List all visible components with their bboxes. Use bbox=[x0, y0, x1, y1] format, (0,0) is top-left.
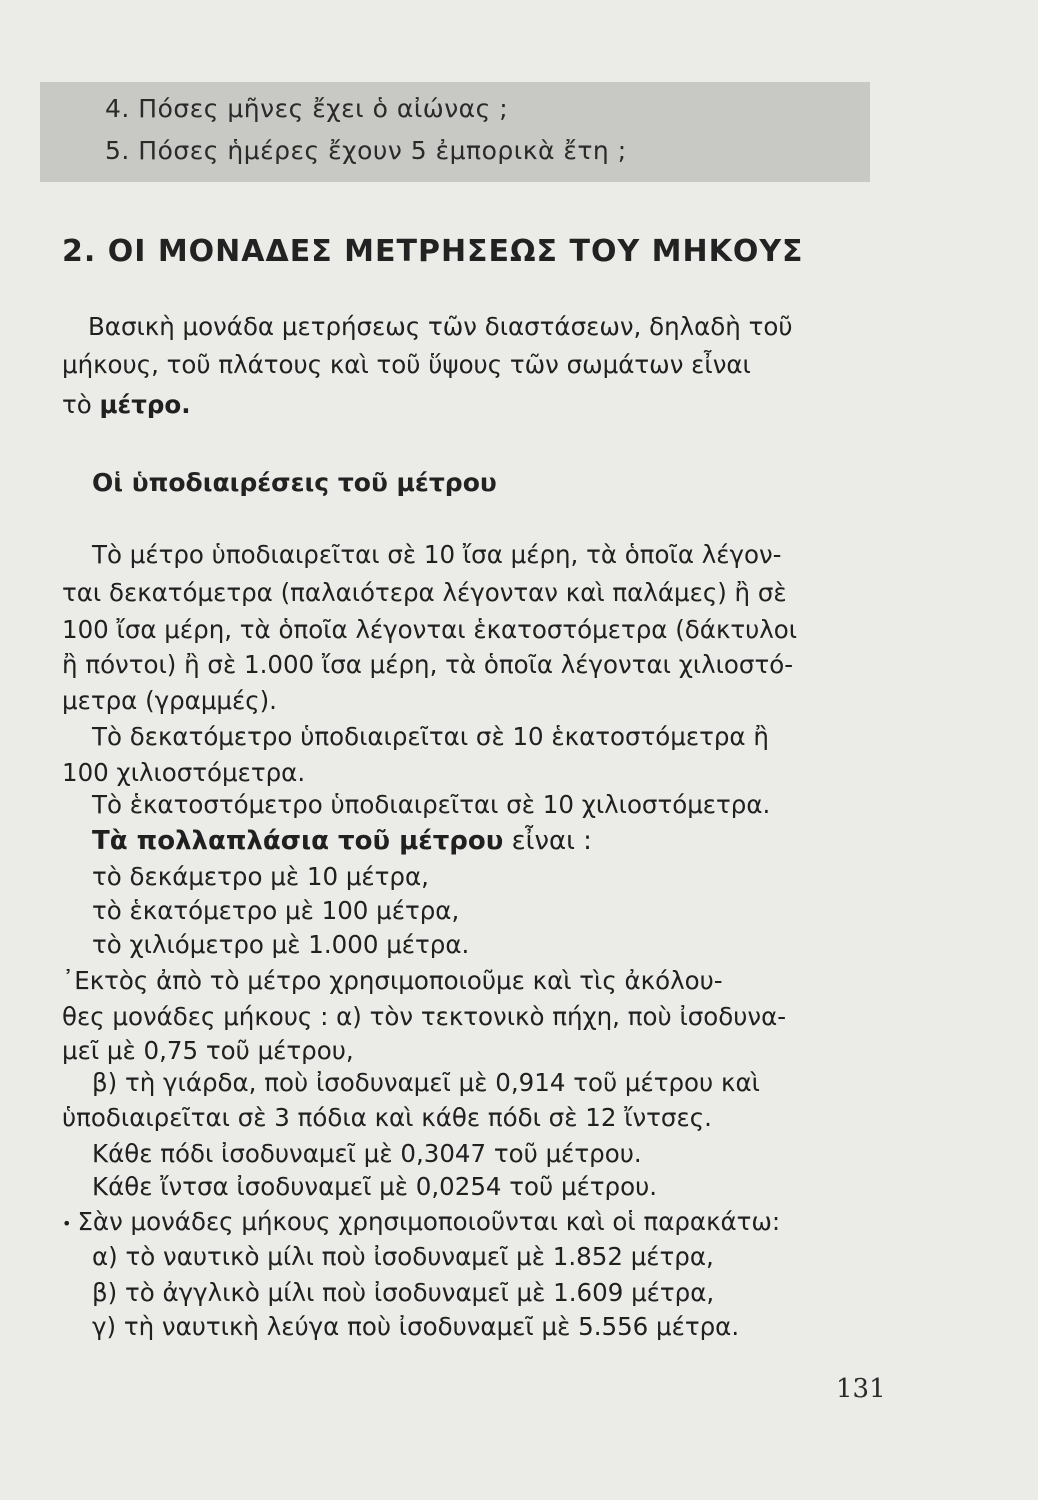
final-line-text: Σὰν μονάδες μήκους χρησιμοποιοῦνται καὶ οἱ παρακάτω: bbox=[77, 1207, 781, 1236]
final-line bbox=[62, 1207, 780, 1236]
body-line: 100 ἴσα μέρη, τὰ ὁποῖα λέγονται ἑκατοστόμετρα (δάκτυλοι bbox=[62, 615, 798, 644]
intro-line: μήκους, τοῦ πλάτους καὶ τοῦ ὕψους τῶν σωμάτων εἶναι bbox=[62, 350, 751, 379]
other-line: ὑποδιαιρεῖται σὲ 3 πόδια καὶ κάθε πόδι σὲ 12 ἴντσες. bbox=[62, 1103, 712, 1132]
intro-line bbox=[62, 390, 191, 419]
other-line: β) τὴ γιάρδα, ποὺ ἰσοδυναμεῖ μὲ 0,914 τοῦ μέτρου καὶ bbox=[92, 1068, 760, 1097]
other-line: θες μονάδες μήκους : α) τὸν τεκτονικὸ πήχη, ποὺ ἰσοδυνα- bbox=[62, 1002, 787, 1031]
subheading: Οἱ ὑποδιαιρέσεις τοῦ μέτρου bbox=[92, 468, 497, 497]
intro-line: Βασικὴ μονάδα μετρήσεως τῶν διαστάσεων, δηλαδὴ τοῦ bbox=[88, 312, 793, 341]
other-line: Κάθε πόδι ἰσοδυναμεῖ μὲ 0,3047 τοῦ μέτρου. bbox=[92, 1139, 642, 1168]
other-line: μεῖ μὲ 0,75 τοῦ μέτρου, bbox=[62, 1036, 354, 1065]
body-line: Τὸ μέτρο ὑποδιαιρεῖται σὲ 10 ἴσα μέρη, τὰ ὁποῖα λέγον- bbox=[92, 540, 782, 569]
other-line: ᾿Εκτὸς ἀπὸ τὸ μέτρο χρησιμοποιοῦμε καὶ τὶς ἀκόλου- bbox=[62, 966, 723, 995]
other-line: Κάθε ἴντσα ἰσοδυναμεῖ μὲ 0,0254 τοῦ μέτρου. bbox=[92, 1172, 658, 1201]
multiples-title bbox=[92, 826, 592, 856]
multiple-item: τὸ δεκάμετρο μὲ 10 μέτρα, bbox=[92, 862, 429, 891]
body-line: ται δεκατόμετρα (παλαιότερα λέγονταν καὶ παλάμες) ἢ σὲ bbox=[62, 578, 787, 607]
intro-prefix: τὸ bbox=[62, 390, 100, 419]
exercise-item: 5. Πόσες ἡμέρες ἔχουν 5 ἐμπορικὰ ἔτη ; bbox=[105, 136, 627, 165]
final-line: β) τὸ ἀγγλικὸ μίλι ποὺ ἰσοδυναμεῖ μὲ 1.609 μέτρα, bbox=[92, 1278, 715, 1307]
page-number: 131 bbox=[836, 1374, 886, 1404]
body-line: 100 χιλιοστόμετρα. bbox=[62, 758, 306, 787]
intro-bold-term: μέτρο. bbox=[99, 390, 191, 419]
multiples-title-rest: εἶναι : bbox=[503, 826, 592, 856]
multiple-item: τὸ χιλιόμετρο μὲ 1.000 μέτρα. bbox=[92, 930, 470, 959]
multiples-title-bold: Τὰ πολλαπλάσια τοῦ μέτρου bbox=[92, 826, 504, 856]
body-line: ἢ πόντοι) ἢ σὲ 1.000 ἴσα μέρη, τὰ ὁποῖα λέγονται χιλιοστό- bbox=[62, 650, 794, 679]
body-line: Τὸ δεκατόμετρο ὑποδιαιρεῖται σὲ 10 ἑκατοστόμετρα ἢ bbox=[92, 722, 769, 751]
exercise-item: 4. Πόσες μῆνες ἔχει ὁ αἰώνας ; bbox=[105, 94, 509, 123]
body-line: Τὸ ἑκατοστόμετρο ὑποδιαιρεῖται σὲ 10 χιλιοστόμετρα. bbox=[92, 790, 771, 819]
body-line: μετρα (γραμμές). bbox=[62, 686, 277, 715]
bullet-icon: • bbox=[62, 1213, 72, 1233]
multiple-item: τὸ ἑκατόμετρο μὲ 100 μέτρα, bbox=[92, 896, 460, 925]
section-heading: 2. ΟΙ ΜΟΝΑΔΕΣ ΜΕΤΡΗΣΕΩΣ ΤΟΥ ΜΗΚΟΥΣ bbox=[62, 234, 804, 269]
final-line: γ) τὴ ναυτικὴ λεύγα ποὺ ἰσοδυναμεῖ μὲ 5.556 μέτρα. bbox=[92, 1312, 740, 1341]
final-line: α) τὸ ναυτικὸ μίλι ποὺ ἰσοδυναμεῖ μὲ 1.852 μέτρα, bbox=[92, 1242, 714, 1271]
